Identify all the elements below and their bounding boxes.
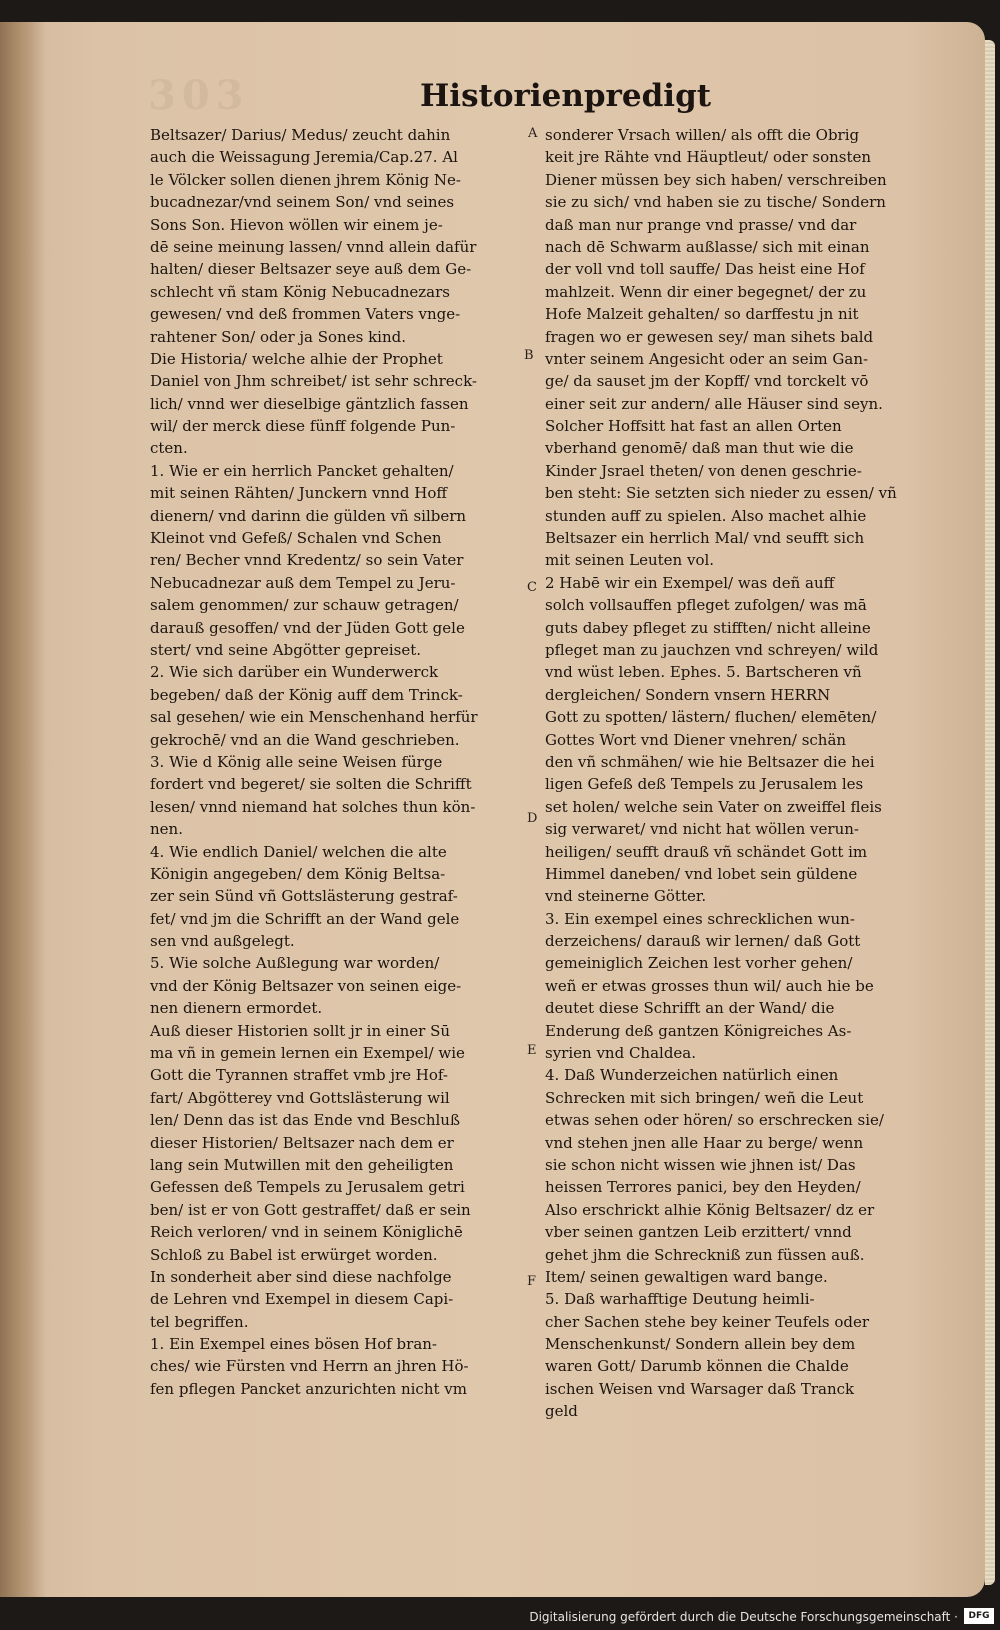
left-column-line: rahtener Son/ oder ja Sones kind. xyxy=(150,327,406,346)
right-column-line: Solcher Hoffsitt hat fast an allen Orten xyxy=(545,417,842,436)
right-column-line: ben steht: Sie setzten sich nieder zu essen/ vñ xyxy=(545,484,897,503)
right-column-line: vnd wüst leben. Ephes. 5. Bartscheren vñ xyxy=(545,663,862,682)
left-column-line: ben/ ist er von Gott gestraffet/ daß er sein xyxy=(150,1200,471,1219)
right-column-line: 5. Daß warhafftige Deutung heimli- xyxy=(545,1290,815,1309)
left-column-line: fart/ Abgötterey vnd Gottslästerung wil xyxy=(150,1088,450,1107)
left-column-line: stert/ vnd seine Abgötter gepreiset. xyxy=(150,640,422,659)
right-column-line: heiligen/ seufft drauß vñ schändet Gott im xyxy=(545,842,868,861)
margin-mark-a: A xyxy=(528,126,538,141)
left-column-line: ches/ wie Fürsten vnd Herrn an jhren Hö- xyxy=(150,1357,469,1376)
right-column-line: deutet diese Schrifft an der Wand/ die xyxy=(545,999,835,1018)
right-column-line: weñ er etwas grosses thun wil/ auch hie be xyxy=(545,976,874,995)
left-column-line: fordert vnd begeret/ sie solten die Schrifft xyxy=(150,775,472,794)
right-column-line: gehet jhm die Schreckniß zun füssen auß. xyxy=(545,1245,865,1264)
right-column-line: fragen wo er gewesen sey/ man sihets bald xyxy=(545,327,874,346)
left-column-line: Königin angegeben/ dem König Beltsa- xyxy=(150,864,446,883)
left-column-line: begeben/ daß der König auff dem Trinck- xyxy=(150,685,463,704)
left-column-line: vnd der König Beltsazer von seinen eige- xyxy=(150,976,462,995)
left-column-line: halten/ dieser Beltsazer seye auß dem Ge- xyxy=(150,260,472,279)
right-column-line: ge/ da sauset jm der Kopff/ vnd torckelt vō xyxy=(545,372,869,391)
right-column-line: Himmel daneben/ vnd lobet sein güldene xyxy=(545,864,858,883)
left-column-line: Beltsazer/ Darius/ Medus/ zeucht dahin xyxy=(150,126,451,144)
digitization-footer xyxy=(0,1606,1000,1630)
left-column-line: le Völcker sollen dienen jhrem König Ne- xyxy=(150,170,461,189)
right-column-line: Schrecken mit sich bringen/ weñ die Leut xyxy=(545,1088,864,1107)
left-column-line: dē seine meinung lassen/ vnnd allein dafür xyxy=(150,237,477,256)
right-column-line: Also erschrickt alhie König Beltsazer/ dz er xyxy=(545,1200,875,1219)
left-column-line: Sons Son. Hievon wöllen wir einem je- xyxy=(150,215,443,234)
right-column-line: heissen Terrores panici, bey den Heyden/ xyxy=(545,1178,861,1197)
right-column-line: Gott zu spotten/ lästern/ fluchen/ elemēten/ xyxy=(545,708,877,727)
right-column-line: Beltsazer ein herrlich Mal/ vnd seufft sich xyxy=(545,529,865,548)
left-column-line: schlecht vñ stam König Nebucadnezars xyxy=(150,282,450,301)
right-column-line: guts dabey pfleget zu stifften/ nicht alleine xyxy=(545,618,871,637)
left-column-line: lich/ vnnd wer dieselbige gäntzlich fassen xyxy=(150,394,469,413)
book-gutter-shadow xyxy=(0,22,46,1597)
left-column-line: ma vñ in gemein lernen ein Exempel/ wie xyxy=(150,1044,465,1063)
left-column-line: Gott die Tyrannen straffet vmb jre Hof- xyxy=(150,1066,449,1085)
left-column-line: auch die Weissagung Jeremia/Cap.27. Al xyxy=(150,148,458,167)
left-column-line: sen vnd außgelegt. xyxy=(150,932,295,951)
left-column-line: gekrochē/ vnd an die Wand geschrieben. xyxy=(150,730,460,749)
right-column-line: set holen/ welche sein Vater on zweiffel fleis xyxy=(545,797,882,816)
right-column-line: Gottes Wort vnd Diener vnehren/ schän xyxy=(545,730,847,749)
right-column-line: Enderung deß gantzen Königreiches As- xyxy=(545,1021,852,1040)
right-column-line: vberhand genomē/ daß man thut wie die xyxy=(545,439,854,458)
right-column-line: syrien vnd Chaldea. xyxy=(545,1044,697,1063)
left-column-line: mit seinen Rähten/ Junckern vnnd Hoff xyxy=(150,484,448,503)
left-column-line: Nebucadnezar auß dem Tempel zu Jeru- xyxy=(150,573,456,592)
dfg-logo: DFG xyxy=(964,1608,994,1624)
right-column-line: sie zu sich/ vnd haben sie zu tische/ Sondern xyxy=(545,193,886,212)
left-text-column xyxy=(150,124,518,1400)
right-column-line: vnd steinerne Götter. xyxy=(545,887,707,906)
left-column-line: bucadnezar/vnd seinem Son/ vnd seines xyxy=(150,193,455,212)
left-column-line: ren/ Becher vnnd Kredentz/ so sein Vater xyxy=(150,551,464,570)
left-column-line: de Lehren vnd Exempel in diesem Capi- xyxy=(150,1290,454,1309)
left-column-line: Reich verloren/ vnd in seinem Königlichē xyxy=(150,1223,463,1242)
right-column-line: ischen Weisen vnd Warsager daß Tranck xyxy=(545,1379,855,1398)
right-column-line: Item/ seinen gewaltigen ward bange. xyxy=(545,1267,828,1286)
left-column-line: Auß dieser Historien sollt jr in einer Sū xyxy=(150,1021,450,1040)
right-column-line: Hofe Malzeit gehalten/ so darffestu jn nit xyxy=(545,305,859,324)
page-edge-stack xyxy=(985,40,995,1585)
running-title: Historienpredigt xyxy=(420,78,712,114)
right-text-column xyxy=(545,124,913,1423)
right-column-line: keit jre Rähte vnd Häuptleut/ oder sonsten xyxy=(545,148,872,167)
left-column-line: tel begriffen. xyxy=(150,1312,249,1331)
left-column-line: In sonderheit aber sind diese nachfolge xyxy=(150,1267,452,1286)
left-column-line: 5. Wie solche Außlegung war worden/ xyxy=(150,954,440,973)
left-column-line: sal gesehen/ wie ein Menschenhand herfür xyxy=(150,708,478,727)
left-column-line: wil/ der merck diese fünff folgende Pun- xyxy=(150,417,456,436)
margin-mark-e: E xyxy=(527,1043,537,1058)
right-column-line: 4. Daß Wunderzeichen natürlich einen xyxy=(545,1066,839,1085)
right-column-line: einer seit zur andern/ alle Häuser sind seyn. xyxy=(545,394,883,413)
right-column-line: sonderer Vrsach willen/ als offt die Obrig xyxy=(545,126,860,144)
left-column-line: dienern/ vnd darinn die gülden vñ silbern xyxy=(150,506,467,525)
funding-notice: Digitalisierung gefördert durch die Deutsche Forschungsgemeinschaft · xyxy=(529,1610,958,1624)
left-column-line: 3. Wie d König alle seine Weisen fürge xyxy=(150,752,443,771)
right-column-line: cher Sachen stehe bey keiner Teufels oder xyxy=(545,1312,870,1331)
left-column-line: 1. Wie er ein herrlich Pancket gehalten/ xyxy=(150,461,454,480)
right-column-line: sie schon nicht wissen wie jhnen ist/ Das xyxy=(545,1155,856,1174)
right-column-line: vnd stehen jnen alle Haar zu berge/ wenn xyxy=(545,1133,864,1152)
left-column-line: Schloß zu Babel ist erwürget worden. xyxy=(150,1245,438,1264)
left-column-line: gewesen/ vnd deß frommen Vaters vnge- xyxy=(150,305,461,324)
left-column-line: 2. Wie sich darüber ein Wunderwerck xyxy=(150,663,439,682)
left-column-line: len/ Denn das ist das Ende vnd Beschluß xyxy=(150,1111,460,1130)
right-column-line: etwas sehen oder hören/ so erschrecken sie/ xyxy=(545,1111,884,1130)
right-column-line: sig verwaret/ vnd nicht hat wöllen verun- xyxy=(545,820,859,839)
right-column-line: vnter seinem Angesicht oder an seim Gan- xyxy=(545,349,869,368)
left-column-line: lesen/ vnnd niemand hat solches thun kön- xyxy=(150,797,476,816)
margin-mark-b: B xyxy=(524,348,534,363)
right-column-line: pfleget man zu jauchzen vnd schreyen/ wild xyxy=(545,640,879,659)
margin-mark-f: F xyxy=(527,1274,537,1289)
left-column-line: salem genommen/ zur schauw getragen/ xyxy=(150,596,459,615)
right-column-line: 2 Habē wir ein Exempel/ was deñ auff xyxy=(545,573,835,592)
right-column-line: nach dē Schwarm außlasse/ sich mit einan xyxy=(545,237,870,256)
left-column-line: Gefessen deß Tempels zu Jerusalem getri xyxy=(150,1178,465,1197)
left-column-line: lang sein Mutwillen mit den geheiligten xyxy=(150,1155,454,1174)
left-column-line: 1. Ein Exempel eines bösen Hof bran- xyxy=(150,1335,437,1354)
left-column-line: darauß gesoffen/ vnd der Jüden Gott gele xyxy=(150,618,465,637)
right-column-line: gemeiniglich Zeichen lest vorher gehen/ xyxy=(545,954,853,973)
left-column-line: cten. xyxy=(150,439,188,458)
left-column-line: Daniel von Jhm schreibet/ ist sehr schreck- xyxy=(150,372,477,391)
left-column-line: nen. xyxy=(150,820,183,839)
right-column-line: derzeichens/ darauß wir lernen/ daß Gott xyxy=(545,932,861,951)
left-column-line: 4. Wie endlich Daniel/ welchen die alte xyxy=(150,842,447,861)
right-column-line: mahlzeit. Wenn dir einer begegnet/ der zu xyxy=(545,282,867,301)
right-column-line: stunden auff zu spielen. Also machet alhie xyxy=(545,506,867,525)
right-column-line: den vñ schmähen/ wie hie Beltsazer die hei xyxy=(545,752,875,771)
right-column-line: Kinder Jsrael theten/ von denen geschrie- xyxy=(545,461,862,480)
right-column-line: Diener müssen bey sich haben/ verschreiben xyxy=(545,170,887,189)
right-column-line: vber seinen gantzen Leib erzittert/ vnnd xyxy=(545,1223,852,1242)
right-column-line: der voll vnd toll sauffe/ Das heist eine Hof xyxy=(545,260,865,279)
right-column-line: waren Gott/ Darumb können die Chalde xyxy=(545,1357,849,1376)
right-column-line: dergleichen/ Sondern vnsern HERRN xyxy=(545,685,831,704)
margin-mark-d: D xyxy=(527,811,538,826)
left-column-line: Kleinot vnd Gefeß/ Schalen vnd Schen xyxy=(150,529,442,548)
right-column-line: geld xyxy=(545,1402,578,1421)
right-column-line: mit seinen Leuten vol. xyxy=(545,551,715,570)
left-column-line: nen dienern ermordet. xyxy=(150,999,323,1018)
right-column-line: ligen Gefeß deß Tempels zu Jerusalem les xyxy=(545,775,864,794)
left-column-line: Die Historia/ welche alhie der Prophet xyxy=(150,349,443,368)
right-column-line: daß man nur prange vnd prasse/ vnd dar xyxy=(545,215,857,234)
margin-mark-c: C xyxy=(527,580,537,595)
right-column-line: 3. Ein exempel eines schrecklichen wun- xyxy=(545,909,855,928)
left-column-line: fen pflegen Pancket anzurichten nicht vm xyxy=(150,1379,467,1398)
right-column-line: Menschenkunst/ Sondern allein bey dem xyxy=(545,1335,856,1354)
left-column-line: zer sein Sünd vñ Gottslästerung gestraf- xyxy=(150,887,458,906)
left-column-line: fet/ vnd jm die Schrifft an der Wand gele xyxy=(150,909,460,928)
right-column-line: solch vollsauffen pfleget zufolgen/ was mā xyxy=(545,596,867,615)
left-column-line: dieser Historien/ Beltsazer nach dem er xyxy=(150,1133,454,1152)
bleed-through-page-number: 303 xyxy=(148,72,250,119)
